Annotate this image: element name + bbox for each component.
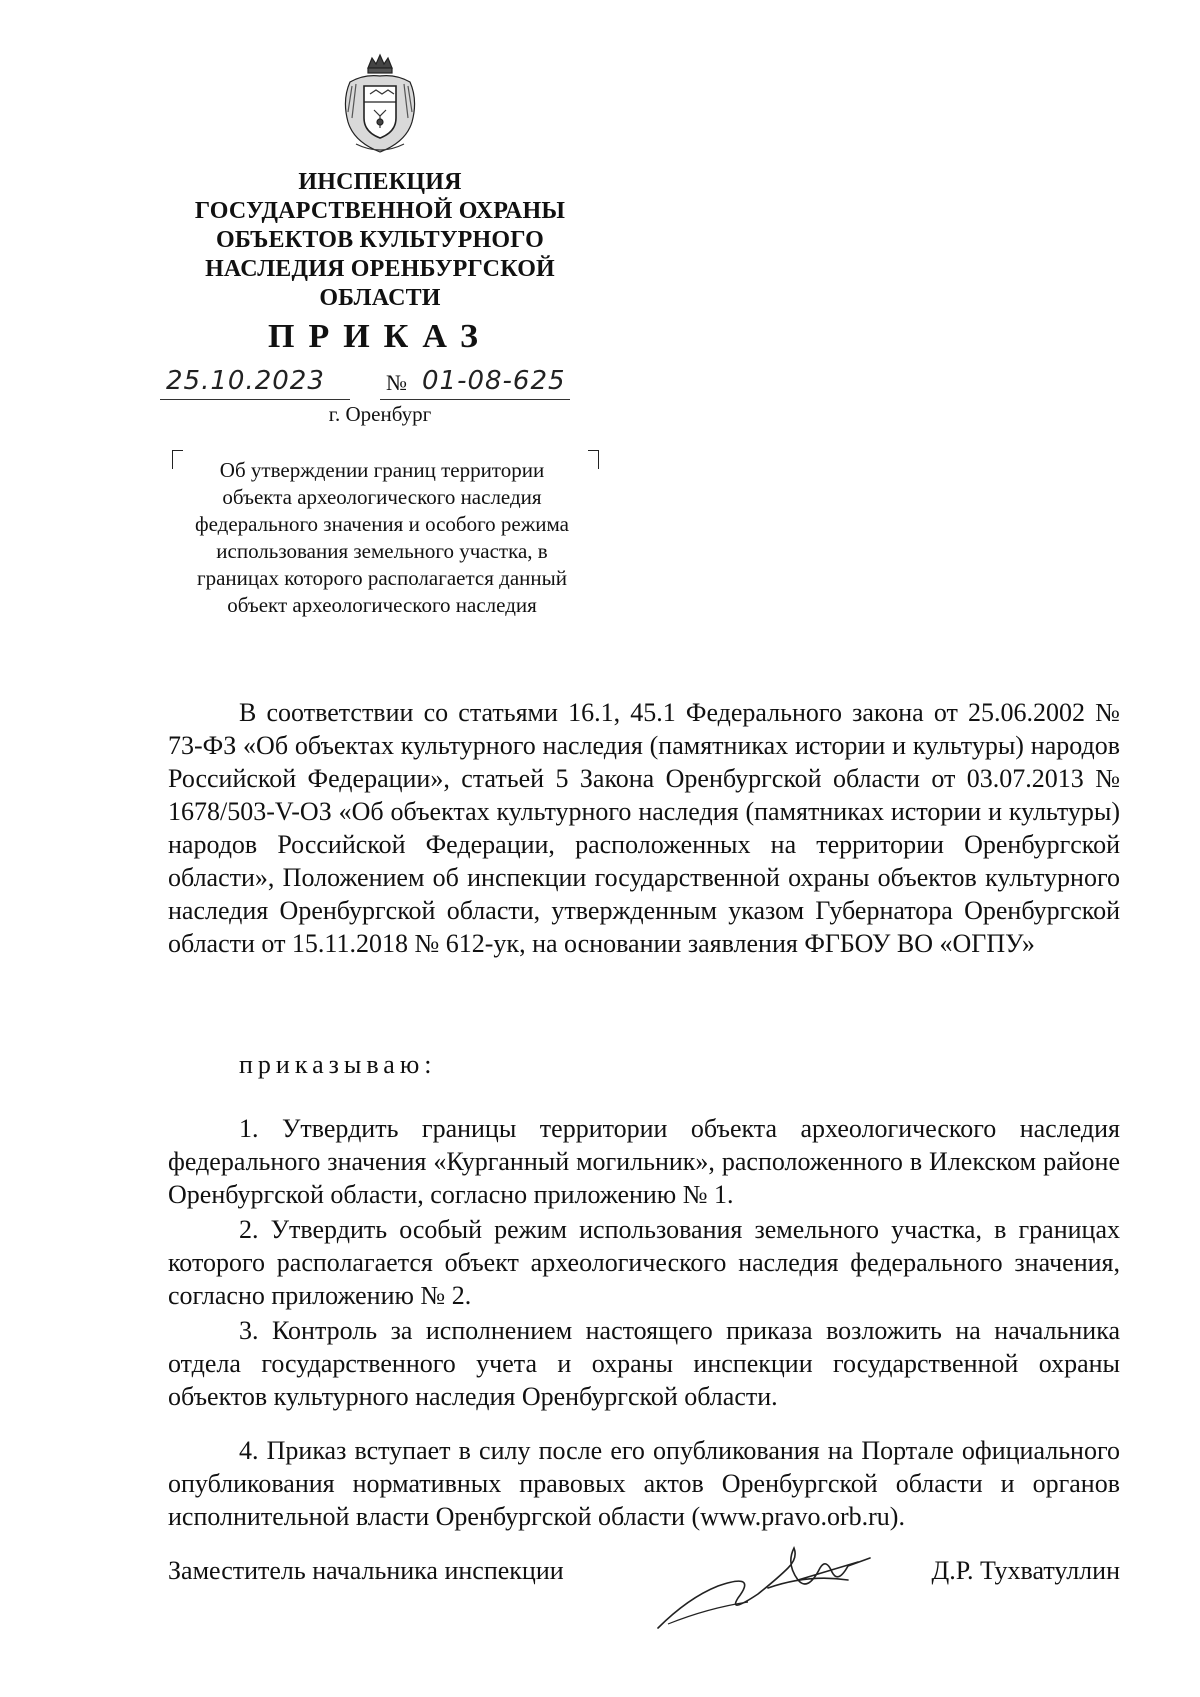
issuing-organization bbox=[160, 168, 600, 313]
order-date: 25.10.2023 bbox=[166, 366, 325, 396]
order-item: 4. Приказ вступает в силу после его опубликования на Портале официального опубликования нормативных правовых актов Оренбургской области и органов исполнительной власти Оренбургской области (www.pravo.orb.ru). bbox=[168, 1436, 1120, 1531]
coat-of-arms-icon bbox=[338, 52, 422, 160]
number-sign: № bbox=[386, 370, 407, 395]
order-subject: Об утверждении границ территории объекта археологического наследия федерального значения и особого режима использования земельного участка, в границах которого располагается данный объект археологического наследия bbox=[195, 458, 569, 617]
order-item: 1. Утвердить границы территории объекта археологического наследия федерального значения «Курганный могильник», расположенного в Илекском районе Оренбургской области, согласно приложению № 1. bbox=[168, 1114, 1120, 1209]
org-line: НАСЛЕДИЯ ОРЕНБУРГСКОЙ bbox=[205, 256, 555, 282]
order-item: 2. Утвердить особый режим использования земельного участка, в границах которого располагается объект археологического наследия федерального значения, согласно приложению № 2. bbox=[168, 1215, 1120, 1310]
order-item: 3. Контроль за исполнением настоящего приказа возложить на начальника отдела государственного учета и охраны инспекции государственной охраны объектов культурного наследия Оренбургской области. bbox=[168, 1316, 1120, 1411]
handwritten-signature-icon bbox=[648, 1528, 888, 1638]
subject-bracket-right bbox=[588, 450, 599, 469]
signatory-position: Заместитель начальника инспекции bbox=[168, 1556, 564, 1585]
date-underline bbox=[160, 399, 350, 400]
decree-word: приказываю: bbox=[239, 1050, 437, 1079]
date-number-line bbox=[160, 366, 620, 400]
org-line: ИНСПЕКЦИЯ bbox=[298, 169, 462, 195]
number-underline bbox=[380, 399, 570, 400]
signature-block bbox=[168, 1548, 1120, 1628]
org-line: ОБЛАСТИ bbox=[319, 285, 441, 311]
order-number: 01-08-625 bbox=[422, 366, 566, 396]
org-line: ОБЪЕКТОВ КУЛЬТУРНОГО bbox=[215, 227, 545, 253]
document-type-title: ПРИКАЗ bbox=[268, 318, 492, 355]
subject-bracket-left bbox=[172, 450, 183, 469]
preamble-paragraph: В соответствии со статьями 16.1, 45.1 Федерального закона от 25.06.2002 № 73-ФЗ «Об объектах культурного наследия (памятниках истории и культуры) народов Российской Федерации», статьей 5 Закона Оренбургской области от 03.07.2013 № 1678/503-V-ОЗ «Об объектах культурного наследия (памятниках истории и культуры) народов Российской Федерации, расположенных на территории Оренбургской области», Положением об инспекции государственной охраны объектов культурного наследия Оренбургской области, утвержденным указом Губернатора Оренбургской области от 15.11.2018 № 612-ук, на основании заявления ФГБОУ ВО «ОГПУ» bbox=[168, 698, 1120, 958]
issue-city: г. Оренбург bbox=[328, 402, 432, 426]
org-line: ГОСУДАРСТВЕННОЙ ОХРАНЫ bbox=[194, 198, 566, 224]
signatory-name: Д.Р. Тухватуллин bbox=[931, 1556, 1120, 1585]
